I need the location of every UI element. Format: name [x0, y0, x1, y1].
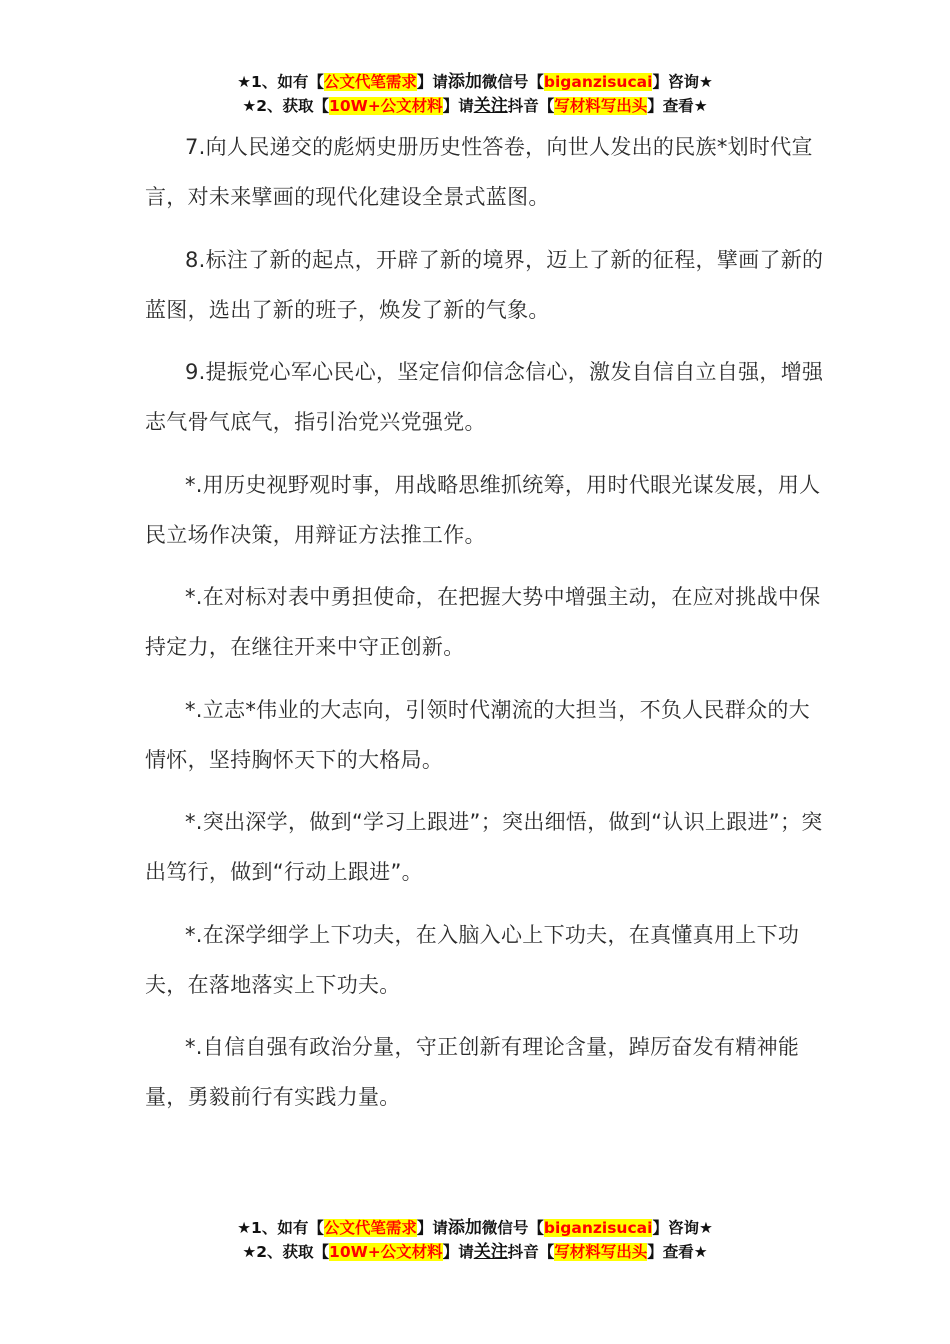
banner-line-1 — [0, 1216, 950, 1240]
banner-wechat-id: biganzisucai — [543, 73, 653, 91]
paragraph-13: *.突出深学，做到“学习上跟进”；突出细悟，做到“认识上跟进”；突出笃行，做到“行动上跟进”。 — [145, 810, 823, 884]
header-banner — [0, 70, 950, 118]
banner-text: 】请 — [442, 1243, 474, 1261]
banner-text: ★2、获取【 — [242, 1243, 330, 1261]
banner-text: 微信号【 — [481, 73, 544, 91]
paragraph-11: *.在对标对表中勇担使命，在把握大势中增强主动，在应对挑战中保持定力，在继往开来中守正创新。 — [145, 585, 821, 659]
footer-banner — [0, 1216, 950, 1264]
banner-text: 】咨询★ — [652, 73, 713, 91]
paragraph-10: *.用历史视野观时事，用战略思维抓统筹，用时代眼光谋发展，用人民立场作决策，用辩证方法推工作。 — [145, 472, 821, 547]
banner-text: 】查看★ — [647, 97, 708, 115]
document-body — [145, 122, 830, 1135]
banner-emphasis: 添加 — [447, 1218, 482, 1238]
banner-highlight: 10W+公文材料 — [329, 97, 443, 115]
paragraph-7: 7.向人民递交的彪炳史册历史性答卷，向世人发出的民族*划时代宣言，对未来擘画的现代化建设全景式蓝图。 — [145, 135, 813, 209]
banner-text: 】请 — [416, 1219, 448, 1237]
paragraph-8: 8.标注了新的起点，开辟了新的境界，迈上了新的征程，擘画了新的蓝图，选出了新的班子，焕发了新的气象。 — [145, 247, 824, 322]
banner-text: 抖音【 — [507, 97, 555, 115]
banner-douyin-id: 写材料写出头 — [554, 97, 648, 115]
banner-line-1 — [0, 70, 950, 94]
banner-emphasis: 关注 — [473, 1242, 508, 1262]
banner-text: 】查看★ — [647, 1243, 708, 1261]
paragraph-15: *.自信自强有政治分量，守正创新有理论含量，踔厉奋发有精神能量，勇毅前行有实践力量。 — [145, 1035, 800, 1109]
banner-line-2 — [0, 94, 950, 118]
banner-text: 抖音【 — [507, 1243, 555, 1261]
paragraph-12: *.立志*伟业的大志向，引领时代潮流的大担当，不负人民群众的大情怀，坚持胸怀天下的大格局。 — [145, 697, 810, 772]
banner-line-2 — [0, 1240, 950, 1264]
banner-emphasis: 添加 — [447, 72, 482, 92]
banner-wechat-id: biganzisucai — [543, 1219, 653, 1237]
banner-text: ★1、如有【 — [237, 1219, 324, 1237]
banner-highlight: 10W+公文材料 — [329, 1243, 443, 1261]
banner-text: ★2、获取【 — [242, 97, 330, 115]
banner-text: 】请 — [416, 73, 448, 91]
banner-text: 】咨询★ — [652, 1219, 713, 1237]
paragraph-14: *.在深学细学上下功夫，在入脑入心上下功夫，在真懂真用上下功夫，在落地落实上下功夫。 — [145, 922, 800, 997]
banner-text: 微信号【 — [481, 1219, 544, 1237]
banner-text: 】请 — [442, 97, 474, 115]
paragraph-9: 9.提振党心军心民心，坚定信仰信念信心，激发自信自立自强，增强志气骨气底气，指引治党兴党强党。 — [145, 360, 824, 434]
banner-emphasis: 关注 — [473, 96, 508, 116]
banner-text: ★1、如有【 — [237, 73, 324, 91]
banner-highlight: 公文代笔需求 — [323, 73, 417, 91]
banner-highlight: 公文代笔需求 — [323, 1219, 417, 1237]
banner-douyin-id: 写材料写出头 — [554, 1243, 648, 1261]
